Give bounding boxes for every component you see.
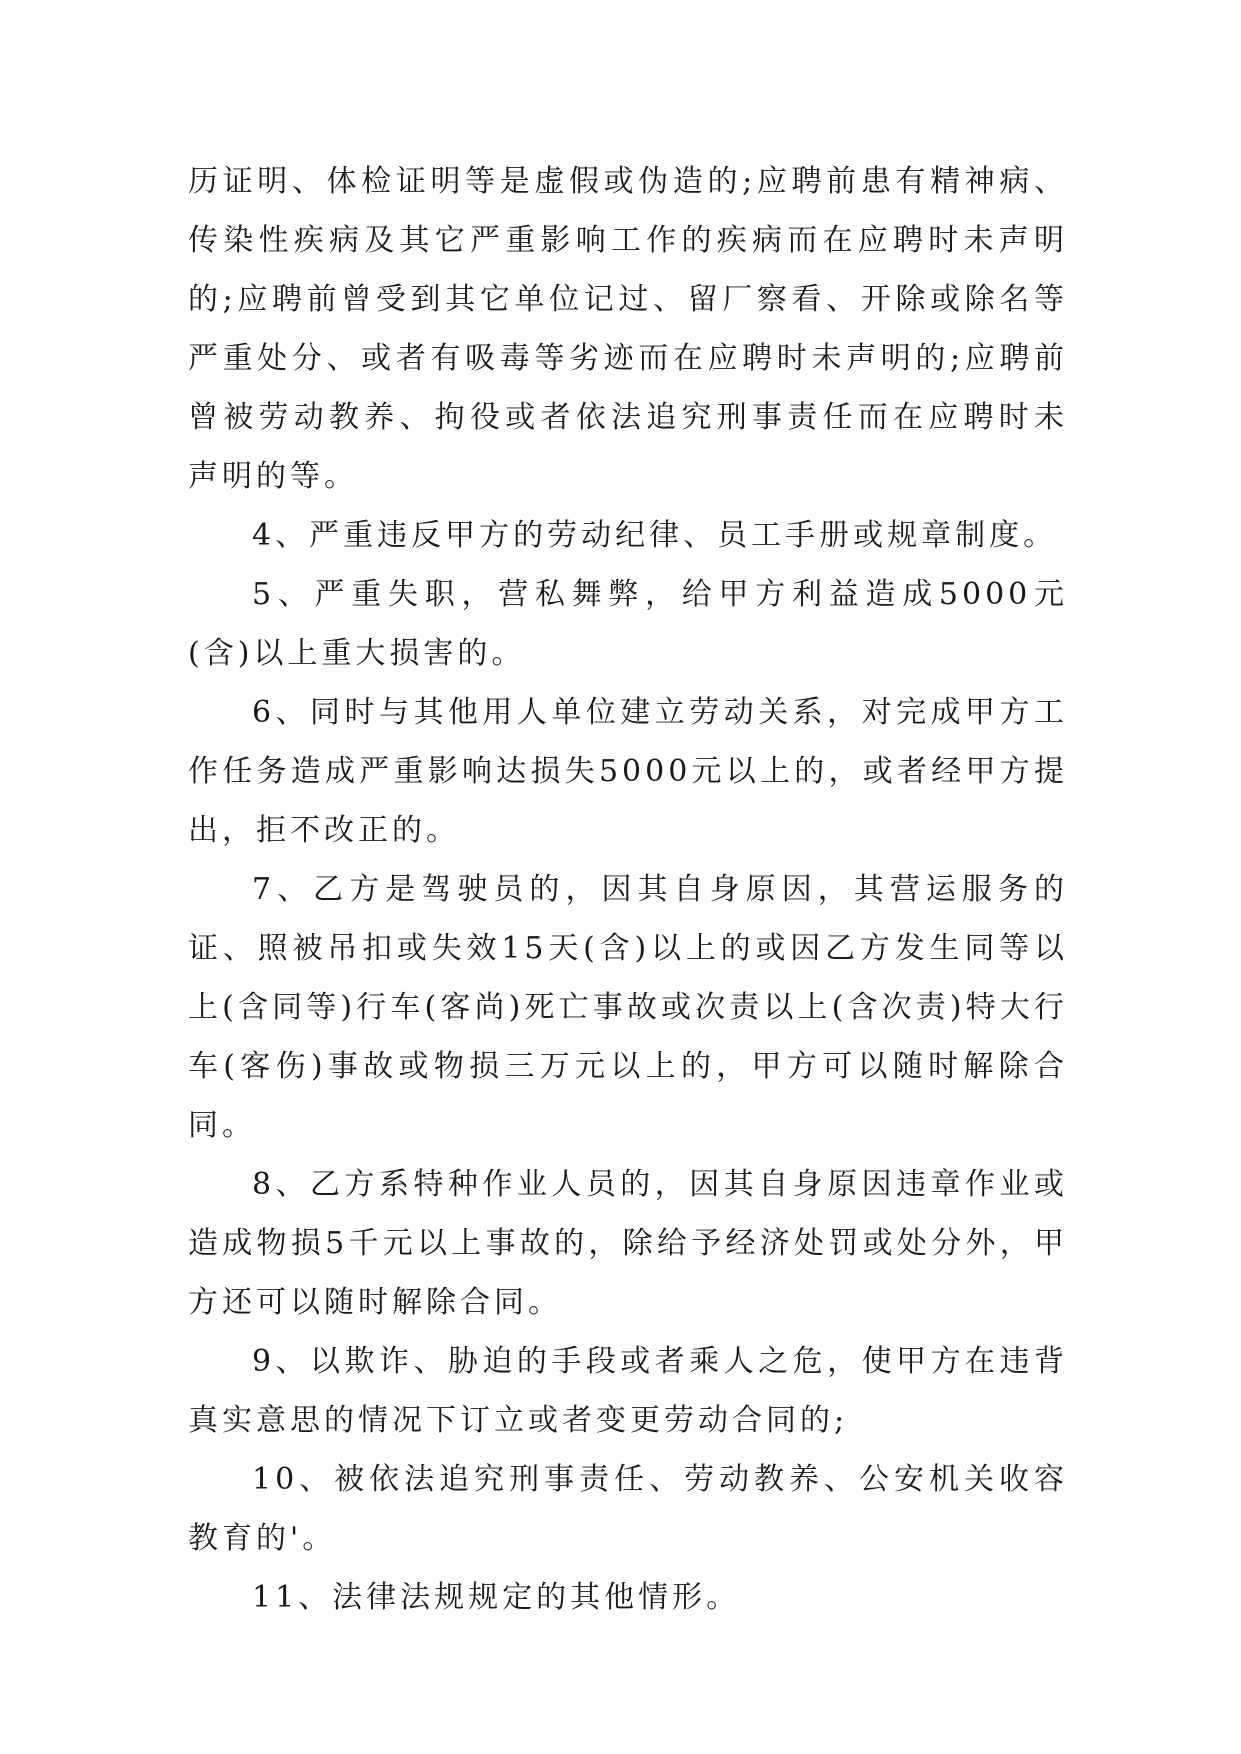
clause-8: 8、乙方系特种作业人员的，因其自身原因违章作业或造成物损5千元以上事故的，除给予经济处罚或处分外，甲方还可以随时解除合同。 (188, 1167, 1068, 1320)
clause-7: 7、乙方是驾驶员的，因其自身原因，其营运服务的证、照被吊扣或失效15天(含)以上的或因乙方发生同等以上(含同等)行车(客尚)死亡事故或次责以上(含次责)特大行车(客伤)事故或物损三万元以上的，甲方可以随时解除合同。 (188, 872, 1068, 1143)
clause-6: 6、同时与其他用人单位建立劳动关系，对完成甲方工作任务造成严重影响达损失5000元以上的，或者经甲方提出，拒不改正的。 (188, 695, 1068, 848)
clause-10: 10、被依法追究刑事责任、劳动教养、公安机关收容教育的'。 (188, 1462, 1068, 1556)
clause-11: 11、法律法规规定的其他情形。 (252, 1580, 741, 1615)
clause-4: 4、严重违反甲方的劳动纪律、员工手册或规章制度。 (252, 518, 1058, 553)
document-body (188, 152, 1068, 1627)
clause-9: 9、以欺诈、胁迫的手段或者乘人之危，使甲方在违背真实意思的情况下订立或者变更劳动合同的; (188, 1344, 1068, 1438)
paragraph-continuation: 历证明、体检证明等是虚假或伪造的;应聘前患有精神病、传染性疾病及其它严重影响工作的疾病而在应聘时未声明的;应聘前曾受到其它单位记过、留厂察看、开除或除名等严重处分、或者有吸毒等劣迹而在应聘时未声明的;应聘前曾被劳动教养、拘役或者依法追究刑事责任而在应聘时未声明的等。 (188, 164, 1068, 494)
clause-5: 5、严重失职，营私舞弊，给甲方利益造成5000元(含)以上重大损害的。 (188, 577, 1068, 671)
